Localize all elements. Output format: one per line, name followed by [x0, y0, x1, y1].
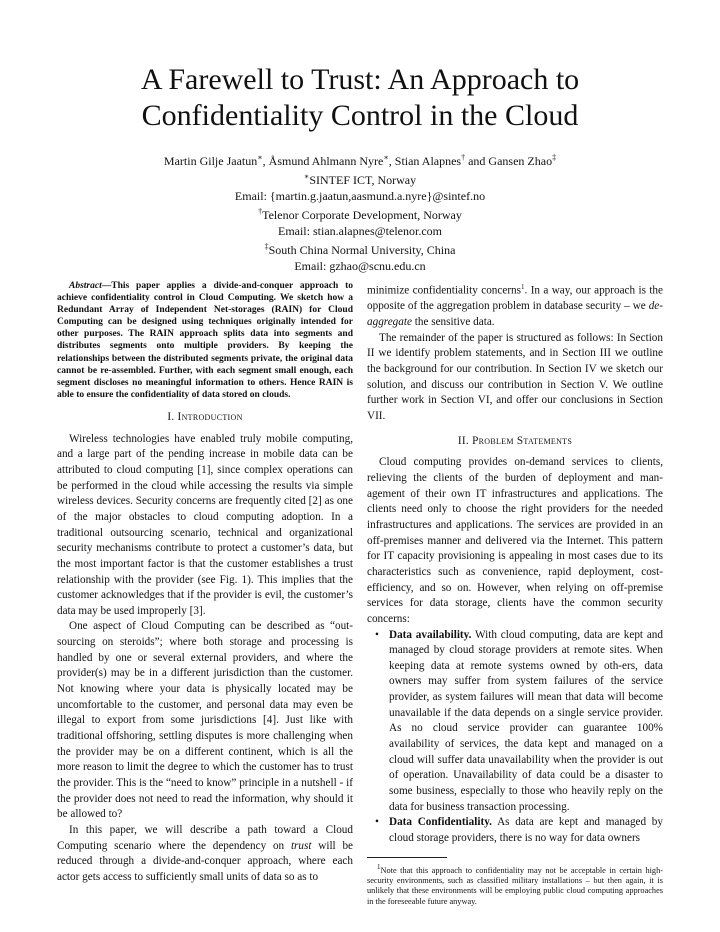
list-item: • Data availability. With cloud computing, data are kept and managed by cloud storage providers at remote sites. When keeping data at remote systems owned by oth-ers, data owners may suffer from system failures of the service provider, as system failures will mean that data will become unavailable if the data depends on a single service provider. As no cloud service provider can guarantee 100% availability of services, the data kept and managed on a cloud will suffer data unavailability when the provider is out of operation. Unavailability of data could be a disaster to some business, especially to those who heavily reply on the data for business transaction processing.: [375, 628, 663, 813]
bullet-icon: •: [375, 816, 379, 829]
list-item: • Data Confidentiality. As data are kept and managed by cloud storage providers, there is no way for data owners: [375, 816, 663, 845]
email-2: Email: stian.alapnes@telenor.com: [277, 224, 442, 238]
intro-paragraph-1: Wireless technologies have enabled truly mobile computing, and a large part of the pending increase in mobile data can be attributed to cloud computing [1], since complex operations can be performed in the cloud while accessing the results via simple wireless devices. Security concerns are frequently cited [2] as one of the major obstacles to cloud computing adoption. In a traditional outsourcing scenario, technical and organizational security mechanisms contribute to protect a customer’s data, but the most important factor is that the customer establishes a trust relationship with the provider (see Fig. 1). This implies that the customer acknowledges that if the provider is evil, the customer’s data may be used improperly [3].: [57, 432, 353, 617]
section-heading-introduction: I. Introduction: [167, 410, 243, 423]
affiliation-3: ‡South China Normal University, China: [264, 242, 456, 257]
author-names: Martin Gilje Jaatun∗, Åsmund Ahlmann Nyre∗, Stian Alapnes† and Gansen Zhao‡: [163, 153, 557, 168]
right-paragraph-1: minimize confidentiality concerns$^1$. In a way, our approach is the opposite of the aggregation problem in database security – we de-aggregate the sensitive data.: [367, 283, 663, 329]
paper-title: [60, 62, 660, 134]
section-heading-problem-statements: II. Problem Statements: [457, 434, 573, 447]
bullet-icon: •: [375, 628, 379, 641]
affiliation-2: †Telenor Corporate Development, Norway: [258, 207, 462, 222]
title-line-1: A Farewell to Trust: An Approach to: [140, 63, 580, 96]
right-paragraph-2: The remainder of the paper is structured as follows: In Section II we identify problem statements, and in Section III we outline the background for our contribution. In Section IV we sketch our solution, and discuss our contribution in Section V. We outline further work in Section VI, and offer our conclusions in Section VII.: [367, 331, 663, 422]
concerns-list: [367, 628, 663, 847]
title-line-2: Confidentiality Control in the Cloud: [141, 99, 579, 132]
left-column: [57, 280, 353, 886]
affiliation-1: ∗SINTEF ICT, Norway: [303, 172, 417, 187]
problem-paragraph-1: Cloud computing provides on-demand services to clients, relieving the clients of the burden of deployment and man-agement of their own IT infrastructures and applications. The clients need only to choose the right providers for the needed infrastructures and applications. The services are provided in an off-premises manner and delivered via the Internet. This pattern for IT capacity provisioning is appealing in most cases due to its characteristics such as convenience, rapid deployment, cost-efficiency, and so on. However, when relying on off-premise services for data storage, clients have the common security concerns:: [367, 456, 663, 625]
intro-paragraph-3: In this paper, we will describe a path toward a Cloud Computing scenario where the dependency on trust will be reduced through a divide-and-conquer approach, where each actor gets access to sufficiently small units of data so as to: [57, 824, 353, 883]
right-column: [367, 280, 663, 907]
email-3: Email: gzhao@scnu.edu.cn: [294, 259, 426, 273]
footnote-rule: [367, 857, 447, 858]
abstract: Abstract—This paper applies a divide-and-conquer approach to achieve confidentiality control in Cloud Computing. We sketch how a Redundant Array of Independent Net-storages (RAIN) for Cloud Computing can be designed using techniques originally intended for other purposes. The RAIN approach splits data into segments and distributes segments onto multiple providers. By keeping the relationships between the distributed segments private, the original data cannot be re-assembled. Further, with each segment small enough, each segment discloses no meaningful information to others. Hence RAIN is able to ensure the confidentiality of data stored on clouds.: [57, 281, 353, 400]
footnote-mark: 1: [521, 283, 525, 291]
email-1: Email: {martin.g.jaatun,aasmund.a.nyre}@sintef.no: [234, 189, 486, 203]
intro-paragraph-2: One aspect of Cloud Computing can be described as “out-sourcing on steroids”; where both storage and processing is handled by one or several external providers, and where the provider(s) may be in a different jurisdiction than the customer. Not knowing where your data is physically located may be uncomfortable to the customer, and personal data may even be illegal to export from some jurisdictions [4]. Just like with traditional offshoring, settling disputes is more challenging when the provider may be on a different continent, which is all the more reason to limit the degree to which the customer has to trust the provider. This is the “need to know” principle in a nutshell - if the provider does not need to read the information, why should it be allowed to?: [57, 620, 353, 821]
author-block: [40, 150, 680, 274]
footnote: $^1$Note that this approach to confidentiality may not be acceptable in certain high-security environments, such as classified military installations – but then again, it is unlikely that these environments will be employing public cloud computing approaches in the foreseeable future anyway.: [367, 862, 663, 906]
